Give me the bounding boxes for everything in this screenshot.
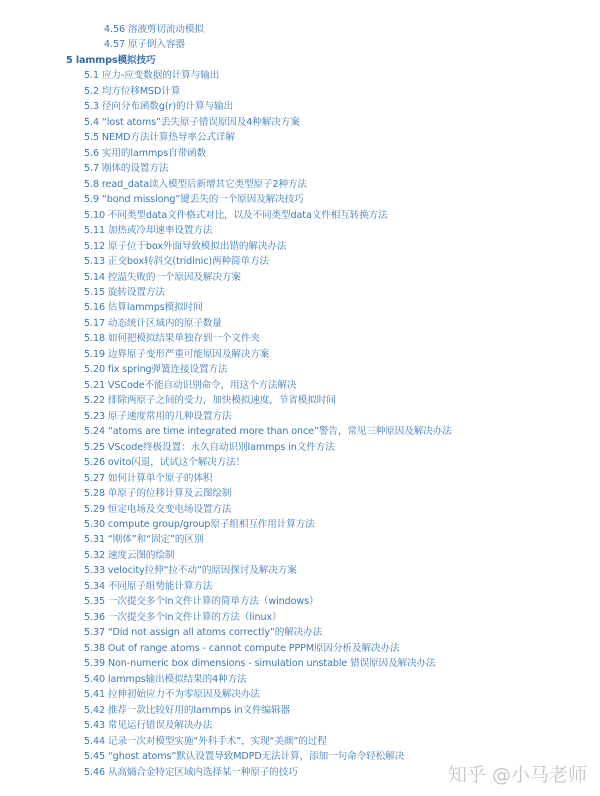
toc-link[interactable]: 5.12 原子位于box外面导致模拟出错的解决办法 — [84, 240, 287, 252]
toc-link[interactable]: 5.22 排除两原子之间的受力，加快模拟速度，节省模拟时间 — [84, 395, 336, 407]
toc-link[interactable]: 5.41 拉伸初始应力不为零原因及解决办法 — [84, 689, 260, 701]
toc-link[interactable]: 5.8 read_data读入模型后新增其它类型原子2种方法 — [84, 178, 307, 190]
toc-link[interactable]: 5.32 速度云图的绘制 — [84, 549, 175, 561]
toc-link[interactable]: 5.23 原子速度常用的几种设置方法 — [84, 410, 232, 422]
toc-link[interactable]: 4.56 溶液剪切流动模拟 — [104, 24, 204, 35]
table-of-contents — [0, 22, 600, 780]
toc-link[interactable]: 5.13 正交box转斜交(tridinic)两种简单方法 — [84, 256, 270, 268]
chapter-heading[interactable]: 5 lammps模拟技巧 — [66, 54, 156, 66]
toc-link[interactable]: 5.30 compute group/group原子组相互作用计算方法 — [84, 519, 315, 530]
toc-link[interactable]: 4.57 原子倒入容器 — [104, 39, 185, 51]
toc-link[interactable]: 5.3 径向分布函数g(r)的计算与输出 — [84, 101, 233, 113]
toc-link[interactable]: 5.16 估算lammps模拟时间 — [84, 302, 203, 314]
toc-link[interactable]: 5.19 边界原子变形严重可能原因及解决方案 — [84, 348, 270, 360]
toc-link[interactable]: 5.39 Non-numeric box dimensions - simulation unstable 错误原因及解决办法 — [84, 658, 436, 670]
toc-link[interactable]: 5.15 旋转设置方法 — [84, 286, 165, 298]
section-list — [0, 68, 600, 780]
toc-link[interactable]: 5.28 单原子的位移计算及云图绘制 — [84, 488, 232, 500]
toc-link[interactable]: 5.33 velocity拉伸“拉不动”的原因探讨及解决方案 — [84, 565, 297, 577]
watermark: 知乎 @小马老师 — [448, 764, 588, 786]
toc-link[interactable]: 5.11 加热或冷却速率设置方法 — [84, 225, 213, 237]
toc-link[interactable]: 5.5 NEMD方法计算热导率公式详解 — [84, 132, 235, 144]
toc-link[interactable]: 5.43 常见运行错误及解决办法 — [84, 720, 213, 732]
toc-link[interactable]: 5.34 不同原子组势能计算方法 — [84, 580, 213, 592]
toc-link[interactable]: 5.6 实用的lammps自带函数 — [84, 147, 207, 159]
toc-link[interactable]: 5.17 动态统计区域内的原子数量 — [84, 317, 222, 329]
toc-link[interactable]: 5.7 刚体的设置方法 — [84, 163, 169, 175]
toc-link[interactable]: 5.29 恒定电场及交变电场设置方法 — [84, 503, 232, 515]
toc-link[interactable]: 5.36 一次提交多个in文件计算的方法（linux） — [84, 611, 282, 623]
toc-link[interactable]: 5.46 从高熵合金特定区域内选择某一种原子的技巧 — [84, 766, 298, 778]
toc-link[interactable]: 5.45 “ghost atoms”默认设置导致MDPD无法计算，添加一句命令轻松解决 — [84, 751, 405, 763]
toc-link[interactable]: 5.20 fix spring弹簧连接设置方法 — [84, 364, 228, 376]
toc-link[interactable]: 5.40 lammps输出模拟结果的4种方法 — [84, 673, 247, 685]
toc-link[interactable]: 5.38 Out of range atoms - cannot compute PPPM原因分析及解决办法 — [84, 642, 400, 654]
toc-link[interactable]: 5.2 均方位移MSD计算 — [84, 85, 181, 97]
toc-link[interactable]: 5.35 一次提交多个in文件计算的简单方法（windows） — [84, 596, 319, 608]
toc-link[interactable]: 5.26 ovito闪退，试试这个解决方法！ — [84, 457, 246, 469]
toc-link[interactable]: 5.21 VSCode不能自动识别命令，用这个方法解决 — [84, 379, 297, 391]
toc-link[interactable]: 5.18 如何把模拟结果单独存到一个文件夹 — [84, 333, 260, 345]
toc-link[interactable]: 5.42 推荐一款比较好用的lammps in文件编辑器 — [84, 704, 291, 716]
toc-link[interactable]: 5.9 “bond missiong”键丢失的一个原因及解决技巧 — [84, 194, 304, 206]
toc-link[interactable]: 5.10 不同类型data文件格式对比，以及不同类型data文件相互转换方法 — [84, 209, 388, 221]
toc-link[interactable]: 5.27 如何计算单个原子的体积 — [84, 472, 213, 484]
toc-link[interactable]: 5.31 “刚体”和“固定”的区别 — [84, 534, 204, 546]
toc-link[interactable]: 5.14 控温失败的一个原因及解决方案 — [84, 271, 241, 283]
toc-link[interactable]: 5.44 记录一次对模型实施“外科手术”，实现“美颜”的过程 — [84, 735, 327, 747]
toc-link[interactable]: 5.24 “atoms are time integrated more than once”警告，常见三种原因及解决办法 — [84, 426, 452, 438]
toc-link[interactable]: 5.1 应力-应变数据的计算与输出 — [84, 70, 220, 82]
toc-link[interactable]: 5.25 VScode终极设置：永久自动识别lammps in文件方法 — [84, 441, 335, 453]
toc-link[interactable]: 5.4 “lost atoms”丢失原子错误原因及4种解决方案 — [84, 116, 300, 128]
toc-link[interactable]: 5.37 “Did not assign all atoms correctly”的解决办法 — [84, 627, 323, 639]
